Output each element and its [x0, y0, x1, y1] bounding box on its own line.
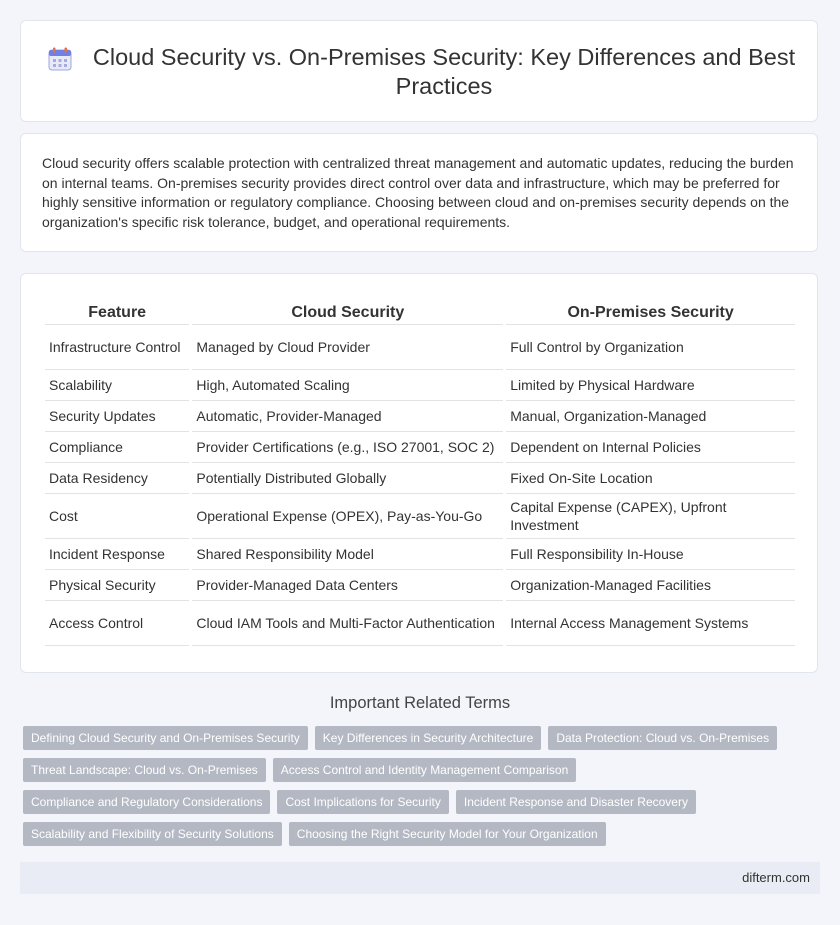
related-term-tag[interactable]: Defining Cloud Security and On-Premises Security — [23, 726, 308, 750]
table-header-row — [45, 294, 795, 325]
related-term-tag[interactable]: Cost Implications for Security — [277, 790, 448, 814]
cloud-cell: Managed by Cloud Provider — [192, 325, 503, 370]
on-premises-cell: Capital Expense (CAPEX), Upfront Investment — [506, 494, 795, 539]
feature-cell: Security Updates — [45, 401, 189, 432]
table-row — [45, 570, 795, 601]
table-row — [45, 494, 795, 539]
on-premises-cell: Organization-Managed Facilities — [506, 570, 795, 601]
cloud-cell: High, Automated Scaling — [192, 370, 503, 401]
comparison-card — [20, 273, 818, 673]
cloud-cell: Shared Responsibility Model — [192, 539, 503, 570]
related-term-tag[interactable]: Access Control and Identity Management Comparison — [273, 758, 576, 782]
table-row — [45, 432, 795, 463]
on-premises-cell: Full Responsibility In-House — [506, 539, 795, 570]
on-premises-cell: Internal Access Management Systems — [506, 601, 795, 646]
feature-cell: Access Control — [45, 601, 189, 646]
feature-cell: Scalability — [45, 370, 189, 401]
related-term-tag[interactable]: Data Protection: Cloud vs. On-Premises — [548, 726, 777, 750]
on-premises-cell: Fixed On-Site Location — [506, 463, 795, 494]
footer — [20, 862, 820, 894]
header-cloud-security: Cloud Security — [192, 294, 503, 325]
related-terms-list — [23, 726, 813, 854]
table-row — [45, 370, 795, 401]
related-term-tag[interactable]: Incident Response and Disaster Recovery — [456, 790, 696, 814]
cloud-cell: Cloud IAM Tools and Multi-Factor Authentication — [192, 601, 503, 646]
cloud-cell: Provider Certifications (e.g., ISO 27001, SOC 2) — [192, 432, 503, 463]
table-row — [45, 539, 795, 570]
on-premises-cell: Dependent on Internal Policies — [506, 432, 795, 463]
on-premises-cell: Manual, Organization-Managed — [506, 401, 795, 432]
related-terms-title: Important Related Terms — [329, 694, 511, 712]
related-term-tag[interactable]: Key Differences in Security Architecture — [315, 726, 542, 750]
feature-cell: Infrastructure Control — [45, 325, 189, 370]
feature-cell: Incident Response — [45, 539, 189, 570]
table-row — [45, 601, 795, 646]
footer-site-link[interactable]: difterm.com — [742, 870, 810, 885]
page-title: Cloud Security vs. On-Premises Security: Key Differences and Best Practices — [92, 44, 796, 99]
header-on-premises-security: On-Premises Security — [506, 294, 795, 325]
intro-card — [20, 133, 818, 252]
table-row — [45, 325, 795, 370]
table-row — [45, 463, 795, 494]
on-premises-cell: Limited by Physical Hardware — [506, 370, 795, 401]
related-term-tag[interactable]: Choosing the Right Security Model for Your Organization — [289, 822, 606, 846]
related-term-tag[interactable]: Threat Landscape: Cloud vs. On-Premises — [23, 758, 266, 782]
feature-cell: Cost — [45, 494, 189, 539]
related-term-tag[interactable]: Compliance and Regulatory Considerations — [23, 790, 270, 814]
cloud-cell: Operational Expense (OPEX), Pay-as-You-Go — [192, 494, 503, 539]
header-feature: Feature — [45, 294, 189, 325]
table-row — [45, 401, 795, 432]
related-term-tag[interactable]: Scalability and Flexibility of Security Solutions — [23, 822, 282, 846]
comparison-table — [42, 294, 798, 646]
feature-cell: Data Residency — [45, 463, 189, 494]
calendar-icon — [47, 46, 73, 72]
cloud-cell: Potentially Distributed Globally — [192, 463, 503, 494]
on-premises-cell: Full Control by Organization — [506, 325, 795, 370]
cloud-cell: Automatic, Provider-Managed — [192, 401, 503, 432]
header-card — [20, 20, 818, 122]
intro-paragraph: Cloud security offers scalable protection with centralized threat management and automatic updates, reducing the burden on internal teams. On-premises security provides direct control over data and infrastructure, which may be preferred for highly sensitive information or regulatory compliance. Choosing between cloud and on-premises security depends on the organization's specific risk tolerance, budget, and operational requirements. — [42, 155, 794, 230]
feature-cell: Physical Security — [45, 570, 189, 601]
cloud-cell: Provider-Managed Data Centers — [192, 570, 503, 601]
feature-cell: Compliance — [45, 432, 189, 463]
